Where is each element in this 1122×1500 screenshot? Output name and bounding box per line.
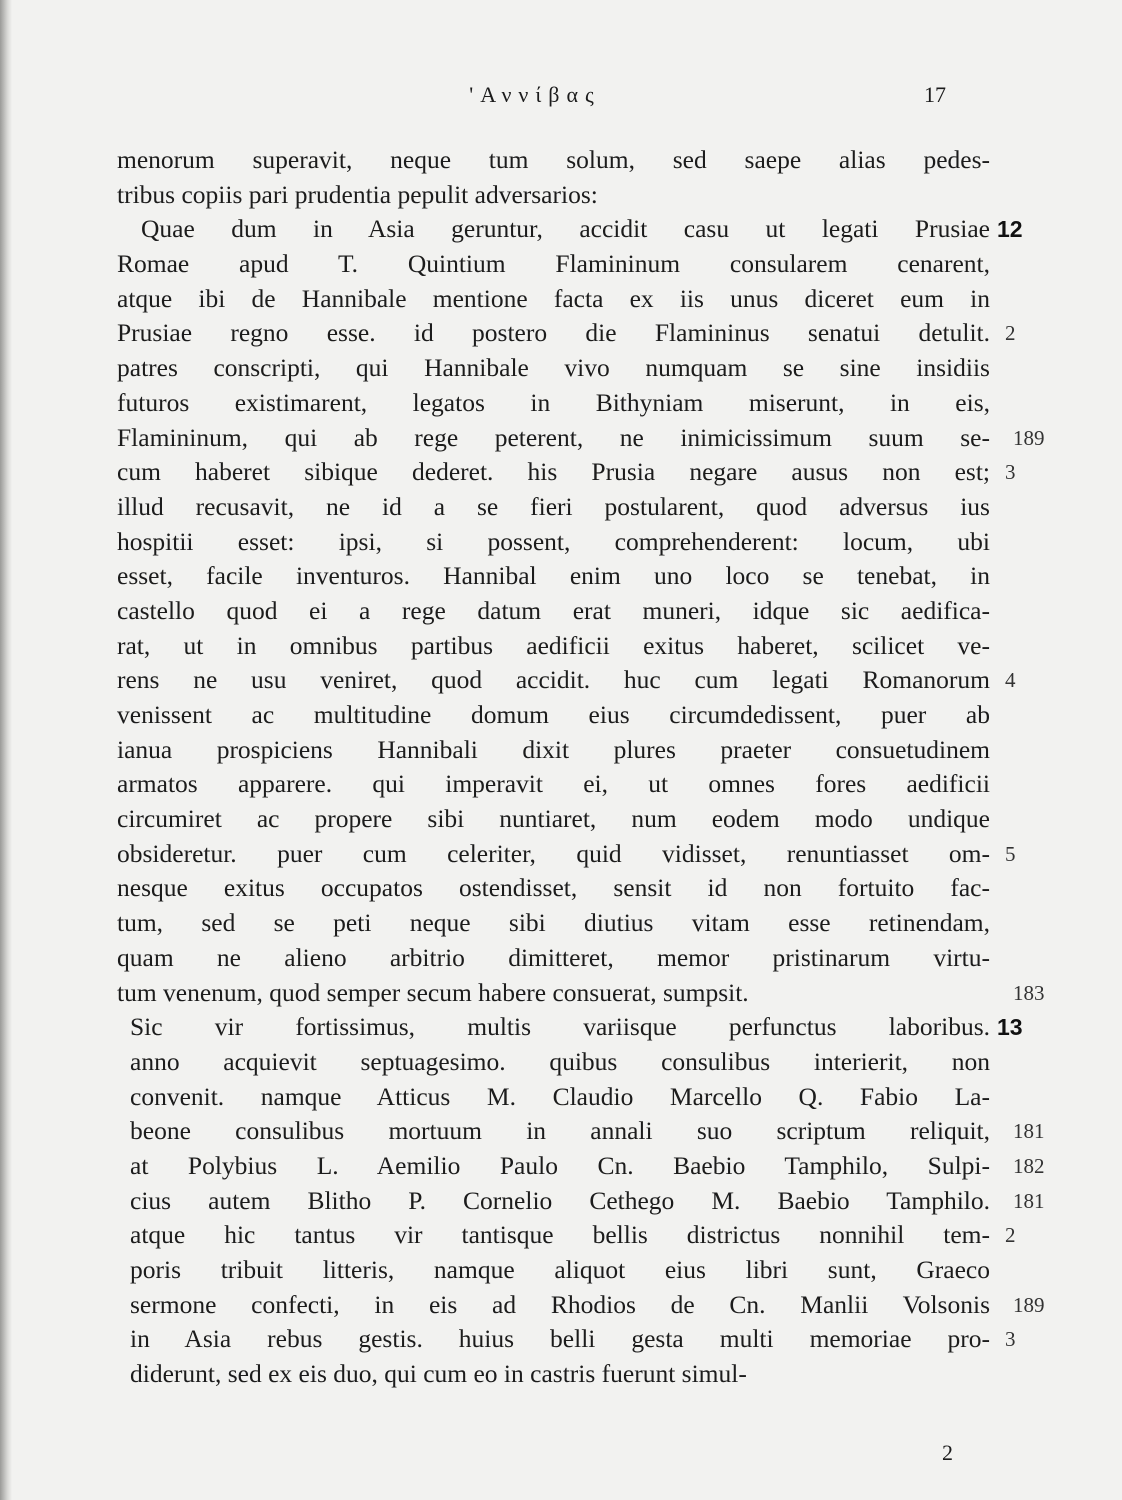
text-line xyxy=(117,386,990,421)
line-text: menorum superavit, neque tum solum, sed saepe alias pedes- xyxy=(117,145,990,174)
line-text: beone consulibus mortuum in annali suo scriptum reliquit, xyxy=(130,1116,990,1146)
text-line xyxy=(117,1322,1016,1357)
text-line xyxy=(117,143,990,178)
line-text: diderunt, sed ex eis duo, qui cum eo in castris fuerunt simul- xyxy=(130,1359,747,1389)
text-line xyxy=(117,282,990,317)
line-text: poris tribuit litteris, namque aliquot eius libri sunt, Graeco xyxy=(130,1255,990,1284)
text-line xyxy=(117,1357,990,1392)
line-text: futuros existimarent, legatos in Bithyniam miserunt, in eis, xyxy=(117,387,990,417)
text-line xyxy=(117,1184,1045,1219)
text-line xyxy=(117,733,990,768)
signature-mark: 2 xyxy=(942,1440,953,1465)
chapter-number: 13 xyxy=(997,1014,1023,1041)
text-line xyxy=(117,421,1045,456)
margin-year: 182 xyxy=(1013,1153,1045,1178)
text-line xyxy=(117,837,1016,872)
line-text: Flamininum, qui ab rege peterent, ne inimicissimum suum se- xyxy=(117,422,990,452)
running-title: 'Αννίβας xyxy=(469,82,601,107)
line-text: cum haberet sibique dederet. his Prusia negare ausus non est; xyxy=(117,457,990,487)
line-text: in Asia rebus gestis. huius belli gesta multi memoriae pro- xyxy=(130,1324,990,1354)
section-number: 2 xyxy=(1005,321,1016,346)
line-text: Romae apud T. Quintium Flamininum consularem cenarent, xyxy=(117,249,990,279)
text-line xyxy=(117,767,990,802)
section-number: 3 xyxy=(1005,460,1016,485)
line-text: illud recusavit, ne id a se fieri postularent, quod adversus ius xyxy=(117,491,990,521)
section-number: 3 xyxy=(1005,1327,1016,1352)
text-line xyxy=(117,1010,1023,1045)
text-line xyxy=(117,1114,1045,1149)
line-text: cius autem Blitho P. Cornelio Cethego M. Baebio Tamphilo. xyxy=(130,1185,990,1215)
text-line xyxy=(117,594,990,629)
text-line xyxy=(117,490,990,525)
text-line xyxy=(117,1045,990,1080)
text-line xyxy=(117,178,990,213)
text-line xyxy=(117,316,1016,351)
line-text: anno acquievit septuagesimo. quibus consulibus interierit, non xyxy=(130,1046,990,1076)
text-line xyxy=(117,906,990,941)
margin-year: 189 xyxy=(1013,425,1045,450)
chapter-number: 12 xyxy=(997,216,1023,243)
section-number: 5 xyxy=(1005,841,1016,866)
line-text: circumiret ac propere sibi nuntiaret, num eodem modo undique xyxy=(117,804,990,834)
line-text: nesque exitus occupatos ostendisset, sensit id non fortuito fac- xyxy=(117,873,990,903)
line-text: Quae dum in Asia geruntur, accidit casu ut legati Prusiae xyxy=(141,214,990,244)
running-header xyxy=(120,82,950,114)
body-text xyxy=(117,143,1045,1392)
text-line xyxy=(117,663,1016,698)
text-line xyxy=(117,351,990,386)
text-line xyxy=(117,455,1016,490)
section-number: 4 xyxy=(1005,668,1016,693)
line-text: castello quod ei a rege datum erat muneri, idque sic aedifica- xyxy=(117,595,990,625)
line-text: tum, sed se peti neque sibi diutius vitam esse retinendam, xyxy=(117,908,990,938)
text-line xyxy=(117,976,1045,1011)
text-line xyxy=(117,698,990,733)
text-line xyxy=(117,559,990,594)
text-line xyxy=(117,1080,990,1115)
line-text: patres conscripti, qui Hannibale vivo numquam se sine insidiis xyxy=(117,353,990,383)
line-text: atque hic tantus vir tantisque bellis districtus nonnihil tem- xyxy=(130,1220,990,1250)
text-line xyxy=(117,1149,1045,1184)
line-text: rat, ut in omnibus partibus aedificii exitus haberet, scilicet ve- xyxy=(117,630,990,660)
text-line xyxy=(117,247,990,282)
text-line xyxy=(117,629,990,664)
section-number: 2 xyxy=(1005,1223,1016,1248)
line-text: quam ne alieno arbitrio dimitteret, memor pristinarum virtu- xyxy=(117,942,990,972)
text-line xyxy=(117,871,990,906)
line-text: tribus copiis pari prudentia pepulit adversarios: xyxy=(117,179,598,209)
text-line xyxy=(117,212,1023,247)
page-binding-shadow xyxy=(0,0,12,1500)
text-line xyxy=(117,941,990,976)
page-number: 17 xyxy=(924,82,946,107)
line-text: rens ne usu veniret, quod accidit. huc cum legati Romanorum xyxy=(117,665,990,695)
line-text: obsideretur. puer cum celeriter, quid vidisset, renuntiasset om- xyxy=(117,838,990,868)
line-text: convenit. namque Atticus M. Claudio Marcello Q. Fabio La- xyxy=(130,1081,990,1111)
margin-year: 183 xyxy=(1013,980,1045,1005)
line-text: Prusiae regno esse. id postero die Flamininus senatui detulit. xyxy=(117,318,990,348)
line-text: at Polybius L. Aemilio Paulo Cn. Baebio Tamphilo, Sulpi- xyxy=(130,1150,990,1180)
line-text: atque ibi de Hannibale mentione facta ex iis unus diceret eum in xyxy=(117,283,990,313)
line-text: tum venenum, quod semper secum habere consuerat, sumpsit. xyxy=(117,977,749,1007)
line-text: sermone confecti, in eis ad Rhodios de Cn. Manlii Volsonis xyxy=(130,1289,990,1319)
line-text: Sic vir fortissimus, multis variisque perfunctus laboribus. xyxy=(130,1012,990,1042)
margin-year: 181 xyxy=(1013,1188,1045,1213)
text-line xyxy=(117,1218,1016,1253)
line-text: hospitii esset: ipsi, si possent, comprehenderent: locum, ubi xyxy=(117,526,990,556)
margin-year: 189 xyxy=(1013,1292,1045,1317)
line-text: esset, facile inventuros. Hannibal enim uno loco se tenebat, in xyxy=(117,561,990,591)
line-text: venissent ac multitudine domum eius circumdedissent, puer ab xyxy=(117,700,990,729)
text-line xyxy=(117,1288,1045,1323)
line-text: ianua prospiciens Hannibali dixit plures praeter consuetudinem xyxy=(117,734,990,764)
text-line xyxy=(117,802,990,837)
margin-year: 181 xyxy=(1013,1119,1045,1144)
text-line xyxy=(117,525,990,560)
line-text: armatos apparere. qui imperavit ei, ut omnes fores aedificii xyxy=(117,769,990,799)
text-line xyxy=(117,1253,990,1288)
